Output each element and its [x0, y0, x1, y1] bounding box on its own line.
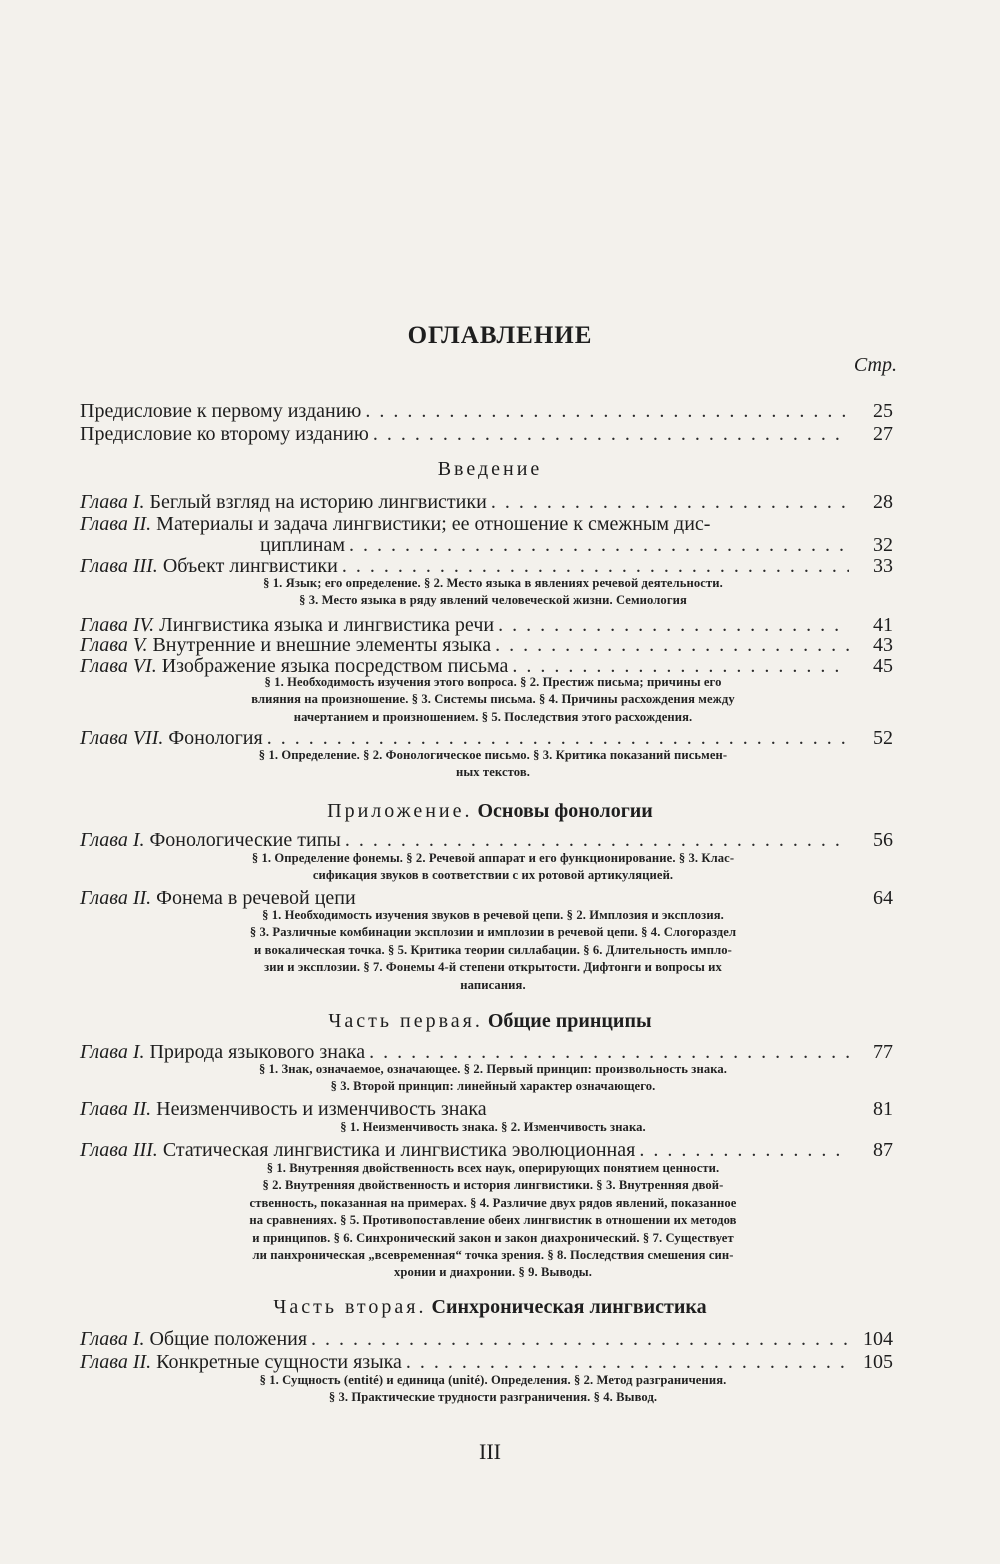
entry-title: Фонология [168, 727, 263, 749]
entry-title: Изображение языка посредством письма [161, 655, 509, 677]
section-heading-part2: Часть вторая. Синхроническая лингвистика [273, 1296, 707, 1318]
entry-title: Предисловие к первому изданию [80, 400, 362, 422]
section-summary: § 1. Сущность (entité) и единица (unité). Определения. § 2. Метод разграничения. § 3. Практические трудности разграничения. § 4. Вывод. [259, 1373, 727, 1405]
entry-title: Общие положения [149, 1328, 308, 1350]
leader-dots [369, 1041, 849, 1063]
section-summary: § 1. Знак, означаемое, означающее. § 2. Первый принцип: произвольность знака. § 3. Второй принцип: линейный характер означающего. [258, 1062, 728, 1094]
chapter-label: Глава II. [80, 513, 152, 535]
leader-dots [491, 491, 849, 513]
page-number: III [479, 1439, 501, 1464]
toc-entry [80, 1098, 893, 1120]
entry-page: 32 [873, 534, 893, 556]
leader-dots [267, 727, 849, 749]
leader-dots [495, 634, 849, 656]
entry-page: 56 [873, 829, 893, 851]
toc-entry [80, 400, 893, 422]
section-summary: § 1. Неизменчивость знака. § 2. Изменчивость знака. [340, 1120, 646, 1134]
entry-title: Объект лингвистики [162, 555, 338, 577]
toc-entry [80, 1139, 893, 1161]
toc-entry [80, 1328, 893, 1350]
chapter-label: Глава II. [80, 887, 152, 909]
section-summary: § 1. Необходимость изучения звуков в речевой цепи. § 2. Имплозия и эксплозия. § 3. Различные комбинации эксплозии и имплозии в речевой цепи. § 4. Слогораздел и вокалическая точка. § 5. Критика теории силлабации. § 6. Длительность импло- зии и эксплозии. § 7. Фонемы 4-й степени открытости. Дифтонги и вопросы их написания. [249, 908, 737, 992]
chapter-label: Глава V. [80, 634, 148, 656]
leader-dots [311, 1328, 849, 1350]
chapter-label: Глава I. [80, 1328, 145, 1350]
entry-page: 77 [873, 1041, 893, 1063]
entry-title: Природа языкового знака [149, 1041, 366, 1063]
entry-title: Конкретные сущности языка [156, 1351, 402, 1373]
entry-page: 33 [873, 555, 893, 577]
toc-entry [80, 1041, 893, 1063]
section-summary: § 1. Определение фонемы. § 2. Речевой аппарат и его функционирование. § 3. Клас- сификация звуков в соответствии с их ротовой артикуляцией. [251, 851, 735, 883]
entry-page: 45 [873, 655, 893, 677]
toc-entry [80, 491, 893, 513]
toc-entry [80, 555, 893, 577]
toc-entry [80, 727, 893, 749]
entry-title: Предисловие ко второму изданию [80, 423, 369, 445]
chapter-label: Глава I. [80, 829, 145, 851]
toc-entry [80, 887, 893, 909]
chapter-label: Глава III. [80, 1139, 158, 1161]
section-heading-appendix: Приложение. Основы фонологии [327, 800, 653, 822]
entry-page: 104 [863, 1328, 893, 1350]
entry-page: 41 [873, 614, 893, 636]
entry-title: Фонема в речевой цепи [156, 887, 356, 909]
section-summary: § 1. Необходимость изучения этого вопроса. § 2. Престиж письма; причины его влияния на произношение. § 3. Системы письма. § 4. Причины расхождения между начертанием и произношением. § 5. Последствия этого расхождения. [251, 675, 735, 724]
entry-page: 81 [873, 1098, 893, 1120]
leader-dots [365, 400, 849, 422]
section-summary: § 1. Определение. § 2. Фонологическое письмо. § 3. Критика показаний письмен- ных текстов. [258, 748, 728, 780]
chapter-label: Глава VI. [80, 655, 157, 677]
leader-dots [349, 534, 849, 556]
chapter-label: Глава I. [80, 1041, 145, 1063]
toc-entry [80, 513, 848, 535]
leader-dots [406, 1351, 849, 1373]
entry-title: Беглый взгляд на историю лингвистики [149, 491, 487, 513]
entry-page: 52 [873, 727, 893, 749]
chapter-label: Глава II. [80, 1351, 152, 1373]
entry-page: 27 [873, 423, 893, 445]
entry-title: Внутренние и внешние элементы языка [152, 634, 492, 656]
entry-page: 64 [873, 887, 893, 909]
toc-entry [80, 634, 893, 656]
section-heading-part1: Часть первая. Общие принципы [328, 1010, 652, 1032]
leader-dots [639, 1139, 849, 1161]
chapter-label: Глава III. [80, 555, 158, 577]
page-column-label: Стр. [853, 354, 897, 376]
toc-entry-continuation [80, 534, 893, 556]
toc-entry [80, 829, 893, 851]
entry-page: 28 [873, 491, 893, 513]
leader-dots [345, 829, 849, 851]
chapter-label: Глава II. [80, 1098, 152, 1120]
entry-page: 43 [873, 634, 893, 656]
entry-page: 87 [873, 1139, 893, 1161]
section-summary: § 1. Внутренняя двойственность всех наук, оперирующих понятием ценности. § 2. Внутренняя двойственность и история лингвистики. § 3. Внутренняя двой- ственность, показанная на примерах. § 4. Различие двух рядов явлений, показанное на сравнениях. § 5. Противопоставление обеих лингвистик в отношении их методов и принципов. § 6. Синхронический закон и закон диахронический. § 7. Существует ли панхроническая „всевременная“ точка зрения. § 8. Последствия смешения син- хронии и диахронии. § 9. Выводы. [249, 1161, 737, 1280]
chapter-label: Глава I. [80, 491, 145, 513]
toc-entry [80, 1351, 893, 1373]
entry-page: 105 [863, 1351, 893, 1373]
entry-page: 25 [873, 400, 893, 422]
leader-dots [498, 614, 849, 636]
toc-entry [80, 614, 893, 636]
chapter-label: Глава VII. [80, 727, 164, 749]
section-heading-intro: Введение [437, 458, 543, 480]
section-summary: § 1. Язык; его определение. § 2. Место языка в явлениях речевой деятельности. § 3. Место языка в ряду явлений человеческой жизни. Семиология [263, 576, 723, 608]
entry-title: Лингвистика языка и лингвистика речи [159, 614, 495, 636]
toc-entry [80, 423, 893, 445]
chapter-label: Глава IV. [80, 614, 155, 636]
entry-title: Неизменчивость и изменчивость знака [156, 1098, 487, 1120]
leader-dots [373, 423, 849, 445]
leader-dots [342, 555, 849, 577]
entry-title-continuation: циплинам [260, 534, 346, 556]
entry-title: Фонологические типы [149, 829, 341, 851]
toc-heading: ОГЛАВЛЕНИЕ [407, 322, 593, 349]
entry-title: Статическая лингвистика и лингвистика эволюционная [162, 1139, 636, 1161]
entry-title: Материалы и задача лингвистики; ее отношение к смежным дис- [156, 513, 711, 535]
